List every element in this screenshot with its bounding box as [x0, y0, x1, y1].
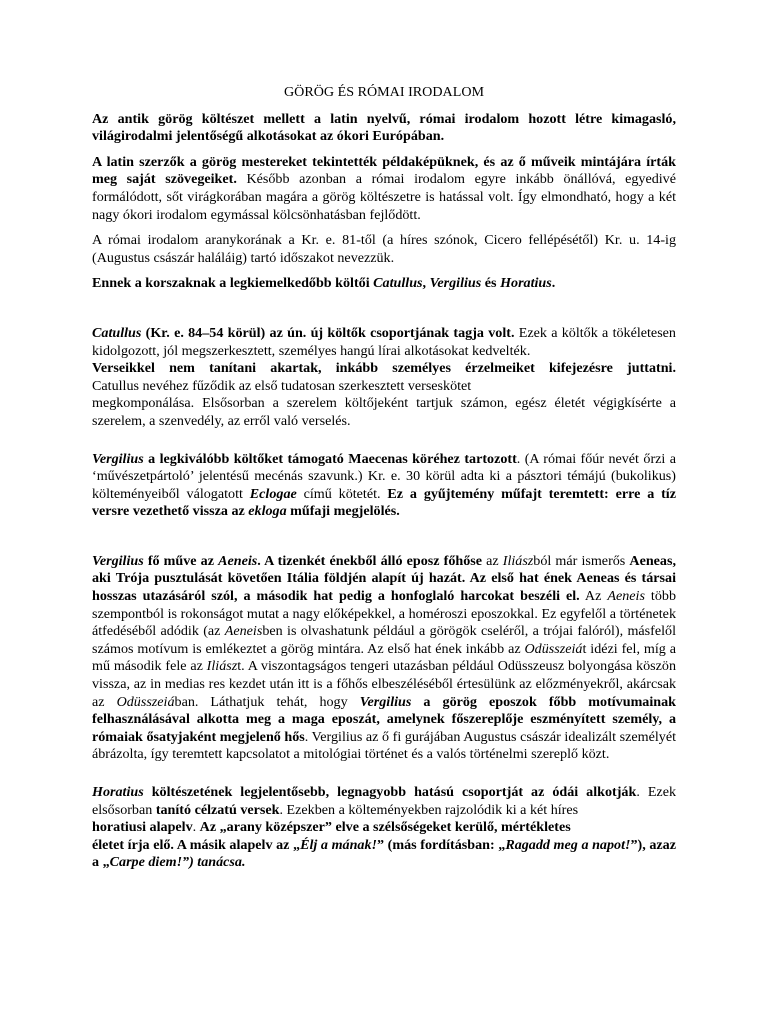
- page-title: GÖRÖG ÉS RÓMAI IRODALOM: [283, 84, 485, 100]
- catullus-paragraph: Catullus (Kr. e. 84–54 körül) az ún. új költők csoportjának tagja volt. Ezek a költők a tökéletesen kidolgozott, jól megszerkesztett, személyes hangú lírai alkotásokat kedvelték. Verseikkel nem tanítani akartak, inkább személyes érzelmeiket kifejezésre juttatni. Catullus nevéhez fűződik az első tudatosan szerkesztett verseskötet megkomponálása. Elsősorban a szerelem költőjeként tartjuk számon, egész életét végigkísérte a szerelem, a szenvedély, az erről való verselés.: [92, 324, 676, 429]
- vergilius-maecenas-paragraph: Vergilius a legkiválóbb költőket támogató Maecenas köréhez tartozott. (A római főúr nevét őrzi a ‘művészetpártoló’ jelentésű mecénás szavunk.) Kr. e. 30 körül adta ki a pásztori témájú (bukolikus) költeményeiből válogatott Eclogae című kötetét. Ez a gyűjtemény műfajt teremtett: erre a tíz versre vezethető vissza az ekloga műfaji megjelölés.: [92, 450, 676, 520]
- latin-authors-paragraph: A latin szerzők a görög mestereket tekintették példaképüknek, és az ő műveik mintájára írták meg saját szövegeiket. Később azonban a római irodalom egyre inkább önállóvá, egyedivé formálódott, sőt virágkorában magára a görög költészetre is hatással volt. Így elmondható, hogy a két nagy ókori irodalom egymással kölcsönhatásban fejlődött.: [92, 153, 676, 223]
- horatius-paragraph: Horatius költészetének legjelentősebb, legnagyobb hatású csoportját az ódái alkotják. Ezek elsősorban tanító célzatú versek. Ezekben a költeményekben rajzolódik ki a két híres horatiusi alapelv. Az „arany középszer” elve a szélsőségeket kerülő, mértékletes életet írja elő. A másik alapelv az „Élj a mának!” (más fordításban: „Ragadd meg a napot!”), azaz a „Carpe diem!”) tanácsa.: [92, 784, 676, 871]
- poets-paragraph: Ennek a korszaknak a legkiemelkedőbb költői Catullus, Vergilius és Horatius.: [92, 275, 556, 292]
- intro-paragraph: Az antik görög költészet mellett a latin nyelvű, római irodalom hozott létre kimagasló, világirodalmi jelentőségű alkotásokat az ókori Európában.: [92, 110, 676, 145]
- document-page: [92, 84, 676, 880]
- golden-age-paragraph: A római irodalom aranykorának a Kr. e. 81-től (a híres szónok, Cicero fellépésétől) Kr. u. 14-ig (Augustus császár haláláig) tartó időszakot nevezzük.: [92, 232, 676, 266]
- vergilius-aeneis-paragraph: Vergilius fő műve az Aeneis. A tizenkét énekből álló eposz főhőse az Iliászból már ismerős Aeneas, aki Trója pusztulását követően Itália földjén alapít új hazát. Az első hat ének Aeneas és társai hosszas utazásáról szól, a második hat pedig a honfoglaló harcokat beszéli el. Az Aeneis több szempontból is rokonságot mutat a nagy előképekkel, a homéroszi eposzokkal. Ez egyfelől a történetek átfedéséből adódik (az Aeneisben is olvashatunk például a görögök cseléről, a trójai falóról), másfelől számos motívum is emlékeztet a görög mintára. Az első hat ének inkább az Odüsszeiát idézi fel, míg a mű második fele az Iliászt. A viszontagságos tengeri utazásban például Odüsszeusz bolyongása köszön vissza, az in medias res kezdet után itt is a főhős elbeszéléséből értesülünk az előzményekről, akárcsak az Odüsszeiában. Láthatjuk tehát, hogy Vergilius a görög eposzok főbb motívumainak felhasználásával alkotta meg a maga eposzát, amelynek főszereplője eszményített személy, a rómaiak ősatyjaként megjelenő hős. Vergilius az ő fi gurájában Augustus császár idealizált személyét ábrázolta, így teremtett kapcsolatot a mitológiai történet és a valós történelmi szereplő közt.: [92, 552, 676, 763]
